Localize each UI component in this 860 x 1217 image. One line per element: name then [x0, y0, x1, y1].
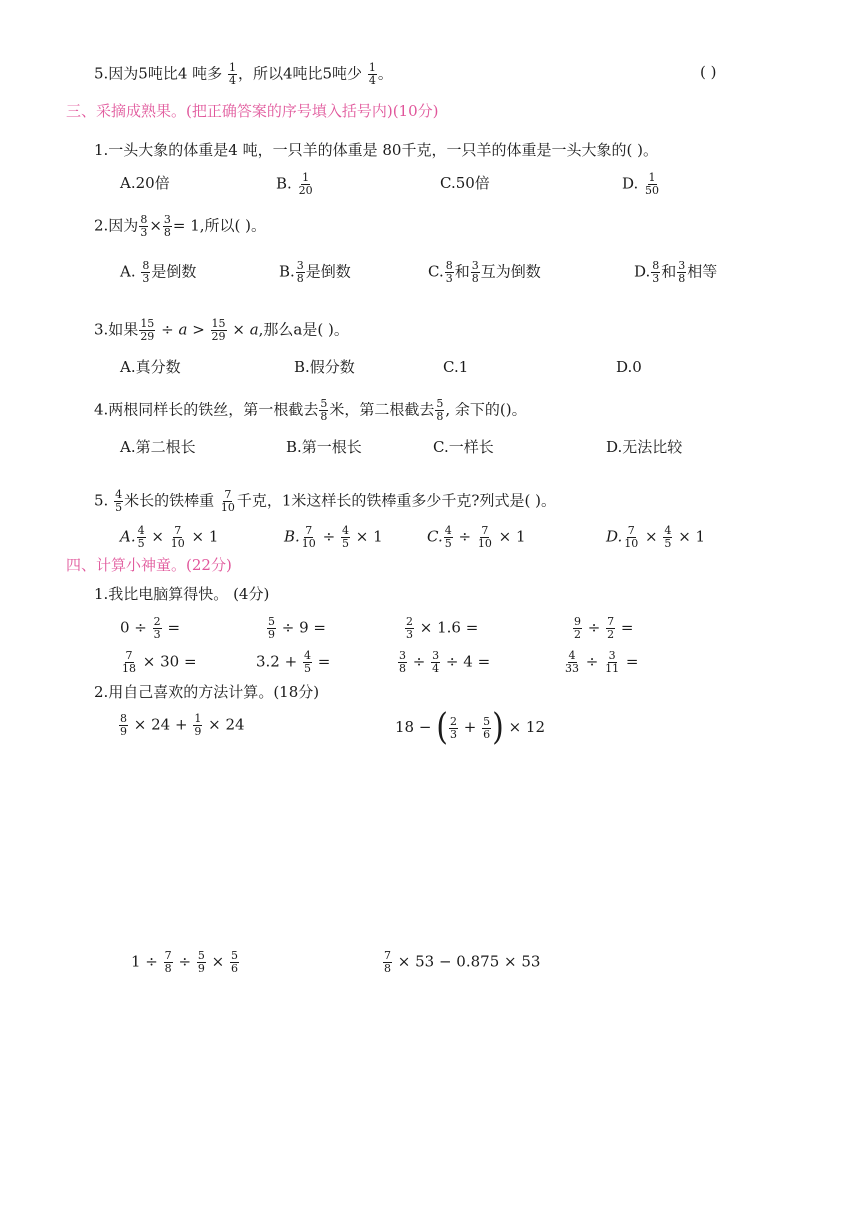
- section-3-title: 三、采摘成熟果。(把正确答案的序号填入括号内)(10分): [66, 102, 439, 120]
- calc-q2-title: 2.用自己喜欢的方法计算。(18分): [94, 683, 320, 701]
- mc-q5-stem: 5. $\frac{4}{5}$ 米长的铁棒重 $\frac{7}{10}$ 千克，1米这样长的铁棒重多少千克?列式是( )。: [94, 488, 556, 514]
- mc-q5-option-c[interactable]: C. $\frac{4}{5}$ ÷ $\frac{7}{10}$ × 1: [427, 524, 526, 550]
- fraction: $\frac{8}{9}$: [120, 712, 127, 738]
- fraction: $\frac{8}{3}$: [140, 213, 148, 239]
- mc-q4-option-b[interactable]: B.第一根长: [286, 438, 362, 456]
- fraction: $\frac{2}{3}$: [406, 615, 413, 641]
- mc-q5-option-a[interactable]: A. $\frac{4}{5}$ × $\frac{7}{10}$ × 1: [120, 524, 219, 550]
- mc-q3-option-d[interactable]: D.0: [616, 358, 642, 376]
- oral-calc-8: $\frac{4}{33}$ ÷ $\frac{3}{11}$ =: [565, 649, 639, 675]
- oral-calc-1: 0 ÷ $\frac{2}{3}$ =: [120, 615, 181, 641]
- fraction: $\frac{15}{29}$: [140, 317, 155, 343]
- judge-item-5: [94, 62, 393, 87]
- fraction: $\frac{5}{8}$: [320, 397, 328, 423]
- fraction: $\frac{3}{11}$: [605, 649, 620, 675]
- mc-q5-option-b[interactable]: B. $\frac{7}{10}$ ÷ $\frac{4}{5}$ × 1: [284, 524, 383, 550]
- mc-q3-option-a[interactable]: A.真分数: [120, 358, 181, 376]
- calc-q1-title: 1.我比电脑算得快。 (4分): [94, 585, 270, 603]
- fraction: $\frac{8}{3}$: [142, 259, 150, 285]
- mc-q3-option-b[interactable]: B.假分数: [294, 358, 355, 376]
- fraction: $\frac{4}{5}$: [137, 524, 145, 550]
- fraction: $\frac{7}{18}$: [122, 649, 136, 675]
- fraction: $\frac{7}{10}$: [477, 524, 492, 550]
- fraction: $\frac{3}{8}$: [296, 259, 304, 285]
- judge-item-5-text-b: ，所以4吨比5吨少: [237, 64, 363, 83]
- fraction: $\frac{3}{8}$: [163, 213, 171, 239]
- fraction: $\frac{7}{2}$: [607, 615, 615, 641]
- mc-q2-option-a[interactable]: A. $\frac{8}{3}$ 是倒数: [120, 259, 197, 285]
- mc-q3-option-c[interactable]: C.1: [443, 358, 469, 376]
- fraction: $\frac{5}{6}$: [230, 949, 238, 975]
- judge-item-5-text-c: 。: [377, 64, 393, 83]
- fraction: $\frac{2}{3}$: [449, 714, 457, 741]
- mc-q3-stem: 3.如果 $\frac{15}{29}$ ÷ a > $\frac{15}{29}$ × a,那么a是( )。: [94, 317, 349, 343]
- fraction: $\frac{1}{4}$: [368, 61, 376, 87]
- calc-expr-3: 1 ÷ $\frac{7}{8}$ ÷ $\frac{5}{9}$ × $\frac{5}{6}$: [131, 949, 238, 975]
- calc-expr-1: $\frac{8}{9}$ × 24 + $\frac{1}{9}$ × 24: [120, 712, 245, 738]
- fraction: $\frac{15}{29}$: [211, 317, 226, 343]
- fraction: $\frac{4}{5}$: [341, 524, 349, 550]
- fraction: $\frac{9}{2}$: [574, 615, 581, 641]
- oral-calc-7: $\frac{3}{8}$ ÷ $\frac{3}{4}$ ÷ 4 =: [399, 649, 491, 675]
- fraction: $\frac{1}{50}$: [645, 171, 660, 197]
- calc-expr-2: 18 − ( $\frac{2}{3}$ + $\frac{5}{6}$ ) × 12: [395, 706, 546, 749]
- oral-calc-3: $\frac{2}{3}$ × 1.6 =: [406, 615, 479, 641]
- fraction: $\frac{4}{5}$: [115, 488, 123, 514]
- mc-q1-option-c[interactable]: C.50倍: [440, 174, 490, 192]
- fraction: $\frac{5}{9}$: [268, 615, 275, 641]
- fraction: $\frac{4}{5}$: [444, 524, 452, 550]
- section-4-title: 四、计算小神童。(22分): [66, 556, 232, 574]
- mc-q2-option-b[interactable]: B. $\frac{3}{8}$ 是倒数: [279, 259, 351, 285]
- fraction: $\frac{5}{6}$: [483, 714, 491, 741]
- fraction: $\frac{3}{8}$: [678, 259, 686, 285]
- mc-q2-option-d[interactable]: D. $\frac{8}{3}$ 和 $\frac{3}{8}$ 相等: [634, 259, 718, 285]
- fraction: $\frac{8}{3}$: [652, 259, 660, 285]
- fraction: $\frac{3}{8}$: [471, 259, 479, 285]
- fraction: $\frac{4}{5}$: [303, 649, 311, 675]
- answer-blank[interactable]: ( ): [700, 63, 717, 81]
- oral-calc-6: 3.2 + $\frac{4}{5}$ =: [256, 649, 331, 675]
- mc-q4-option-c[interactable]: C.一样长: [433, 438, 494, 456]
- mc-q2-stem: 2.因为 $\frac{8}{3}$ × $\frac{3}{8}$ = 1,所以( )。: [94, 213, 267, 239]
- mc-q4-option-a[interactable]: A.第二根长: [120, 438, 196, 456]
- oral-calc-2: $\frac{5}{9}$ ÷ 9 =: [268, 615, 326, 641]
- calc-expr-4: $\frac{7}{8}$ × 53 − 0.875 × 53: [384, 949, 541, 975]
- mc-q1-option-d[interactable]: D. $\frac{1}{50}$: [622, 171, 660, 197]
- mc-q5-option-d[interactable]: D. $\frac{7}{10}$ × $\frac{4}{5}$ × 1: [606, 524, 706, 550]
- fraction: $\frac{8}{3}$: [445, 259, 453, 285]
- fraction: $\frac{7}{8}$: [384, 949, 391, 975]
- judge-item-5-text-a: 5.因为5吨比4 吨多: [94, 64, 223, 83]
- oral-calc-5: $\frac{7}{18}$ × 30 =: [122, 649, 197, 675]
- fraction: $\frac{7}{10}$: [220, 488, 235, 514]
- fraction: $\frac{5}{9}$: [197, 949, 205, 975]
- oral-calc-4: $\frac{9}{2}$ ÷ $\frac{7}{2}$ =: [574, 615, 634, 641]
- mc-q1-option-b[interactable]: B. $\frac{1}{20}$: [276, 171, 313, 197]
- fraction: $\frac{5}{8}$: [436, 397, 444, 423]
- mc-q4-stem: 4.两根同样长的铁丝，第一根截去 $\frac{5}{8}$ 米，第二根截去 $\frac{5}{8}$ , 余下的()。: [94, 397, 527, 423]
- mc-q1-stem: 1.一头大象的体重是4 吨，一只羊的体重是 80千克，一只羊的体重是一头大象的( )。: [94, 141, 658, 159]
- fraction: $\frac{1}{20}$: [298, 171, 313, 197]
- mc-q4-option-d[interactable]: D.无法比较: [606, 438, 683, 456]
- fraction: $\frac{4}{33}$: [565, 649, 579, 675]
- fraction: $\frac{7}{8}$: [164, 949, 172, 975]
- fraction: $\frac{1}{9}$: [194, 712, 202, 738]
- fraction: $\frac{1}{4}$: [228, 61, 236, 87]
- mc-q2-option-c[interactable]: C. $\frac{8}{3}$ 和 $\frac{3}{8}$ 互为倒数: [428, 259, 541, 285]
- fraction: $\frac{7}{10}$: [624, 524, 639, 550]
- fraction: $\frac{3}{8}$: [399, 649, 406, 675]
- fraction: $\frac{3}{4}$: [432, 649, 440, 675]
- fraction: $\frac{4}{5}$: [664, 524, 672, 550]
- fraction: $\frac{7}{10}$: [301, 524, 316, 550]
- fraction: $\frac{2}{3}$: [153, 615, 161, 641]
- mc-q1-option-a[interactable]: A.20倍: [120, 174, 170, 192]
- fraction: $\frac{7}{10}$: [170, 524, 185, 550]
